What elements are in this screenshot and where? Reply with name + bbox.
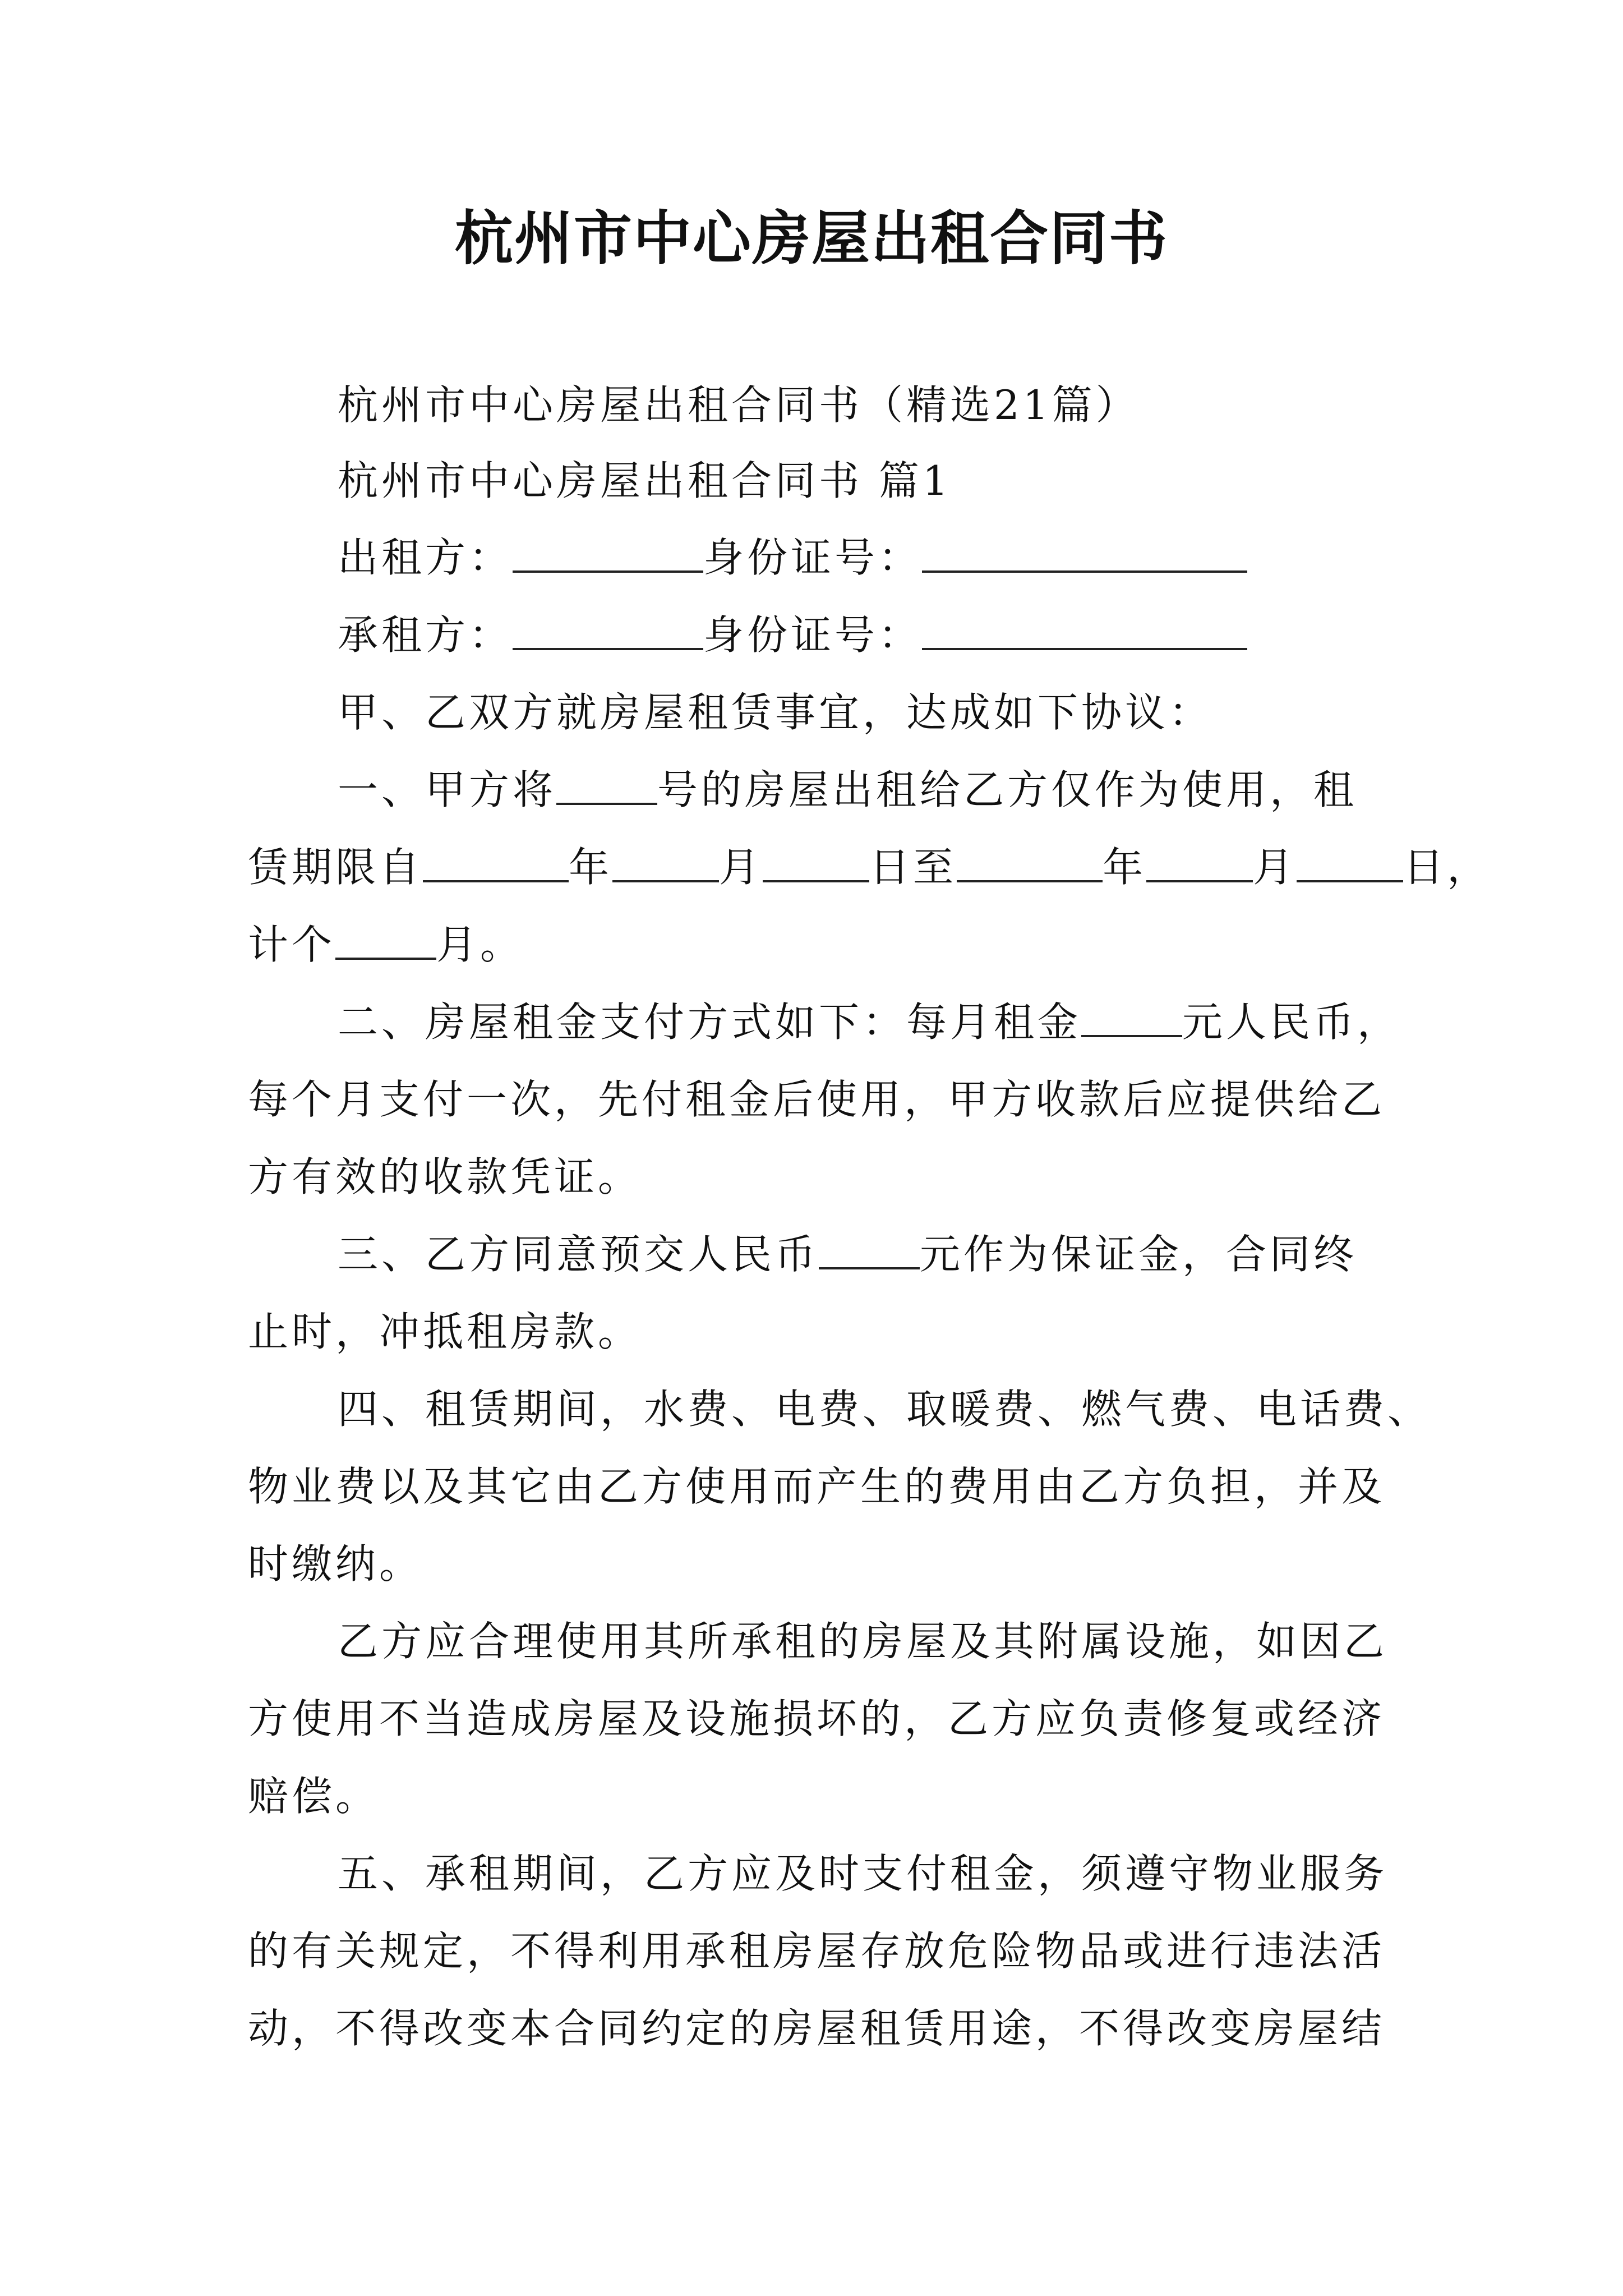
- months-count-blank[interactable]: [335, 925, 436, 960]
- lessor-line: [338, 530, 1247, 586]
- clause-5-line-1: 五、承租期间，乙方应及时支付租金，须遵守物业服务: [338, 1850, 1388, 1897]
- clause-3-text-a: 三、乙方同意预交人民币: [338, 1231, 819, 1278]
- clause-2-line-3: 方有效的收款凭证。: [248, 1153, 642, 1200]
- clause-3-line-1: [338, 1226, 1357, 1282]
- lessor-id-blank[interactable]: [922, 538, 1247, 573]
- lessee-label: 承租方：: [338, 611, 513, 659]
- lessor-label: 出租方：: [338, 534, 513, 581]
- clause-4-line-2: 物业费以及其它由乙方使用而产生的费用由乙方负担，并及: [248, 1463, 1386, 1510]
- clause-5-line-3: 动，不得改变本合同约定的房屋租赁用途，不得改变房屋结: [248, 2005, 1386, 2052]
- lessee-id-blank[interactable]: [922, 615, 1247, 650]
- lessee-line: [338, 607, 1247, 663]
- end-year-blank[interactable]: [957, 848, 1103, 882]
- clause-4-line-1: 四、租赁期间，水费、电费、取暖费、燃气费、电话费、: [338, 1386, 1432, 1433]
- clause-1-text-a: 一、甲方将: [338, 766, 557, 813]
- start-month-blank[interactable]: [612, 848, 719, 882]
- end-day-blank[interactable]: [1297, 848, 1403, 882]
- subtitle-line: 杭州市中心房屋出租合同书（精选21篇）: [338, 381, 1140, 429]
- house-number-blank[interactable]: [556, 770, 657, 805]
- deposit-blank[interactable]: [819, 1235, 920, 1269]
- lessee-id-label: 身份证号：: [703, 611, 923, 659]
- clause-2-line-2: 每个月支付一次，先付租金后使用，甲方收款后应提供给乙: [248, 1076, 1386, 1123]
- paragraph-5-line-2: 方使用不当造成房屋及设施损坏的，乙方应负责修复或经济: [248, 1695, 1386, 1742]
- clause-1-line-3: [248, 917, 524, 973]
- clause-1-text-c: 赁期限自: [248, 844, 423, 891]
- end-month-blank[interactable]: [1146, 848, 1253, 882]
- lessor-name-blank[interactable]: [513, 538, 703, 573]
- clause-1-text-b: 号的房屋出租给乙方仅作为使用，租: [657, 766, 1358, 813]
- year-label: 年: [1103, 844, 1147, 891]
- lessee-name-blank[interactable]: [513, 615, 703, 650]
- clause-1-line-1: [338, 762, 1357, 818]
- month-label: 月: [1253, 844, 1297, 891]
- monthly-rent-blank[interactable]: [1081, 1002, 1182, 1037]
- day-to-label: 日至: [869, 844, 957, 891]
- intro-line: 甲、乙双方就房屋租赁事宜，达成如下协议：: [338, 689, 1213, 736]
- paragraph-5-line-1: 乙方应合理使用其所承租的房屋及其附属设施，如因乙: [338, 1618, 1388, 1665]
- section-heading: 杭州市中心房屋出租合同书 篇1: [338, 457, 952, 504]
- month-label: 月: [719, 844, 763, 891]
- clause-2-text-a: 二、房屋租金支付方式如下：每月租金: [338, 999, 1082, 1046]
- start-year-blank[interactable]: [423, 848, 569, 882]
- clause-2-text-b: 元人民币，: [1182, 999, 1401, 1046]
- clause-5-line-2: 的有关规定，不得利用承租房屋存放危险物品或进行违法活: [248, 1927, 1386, 1975]
- lessor-id-label: 身份证号：: [703, 534, 923, 581]
- clause-4-line-3: 时缴纳。: [248, 1540, 423, 1588]
- clause-1-text-d: 计个: [248, 921, 336, 968]
- year-label: 年: [569, 844, 613, 891]
- clause-2-line-1: [338, 994, 1401, 1050]
- day-end-label: 日，: [1403, 844, 1491, 891]
- clause-1-text-e: 月。: [436, 921, 524, 968]
- clause-3-line-2: 止时，冲抵租房款。: [248, 1308, 642, 1355]
- paragraph-5-line-3: 赔偿。: [248, 1773, 380, 1820]
- start-day-blank[interactable]: [763, 848, 869, 882]
- clause-3-text-b: 元作为保证金，合同终: [920, 1231, 1358, 1278]
- clause-1-line-2: [248, 839, 1491, 895]
- document-title: 杭州市中心房屋出租合同书: [454, 204, 1168, 273]
